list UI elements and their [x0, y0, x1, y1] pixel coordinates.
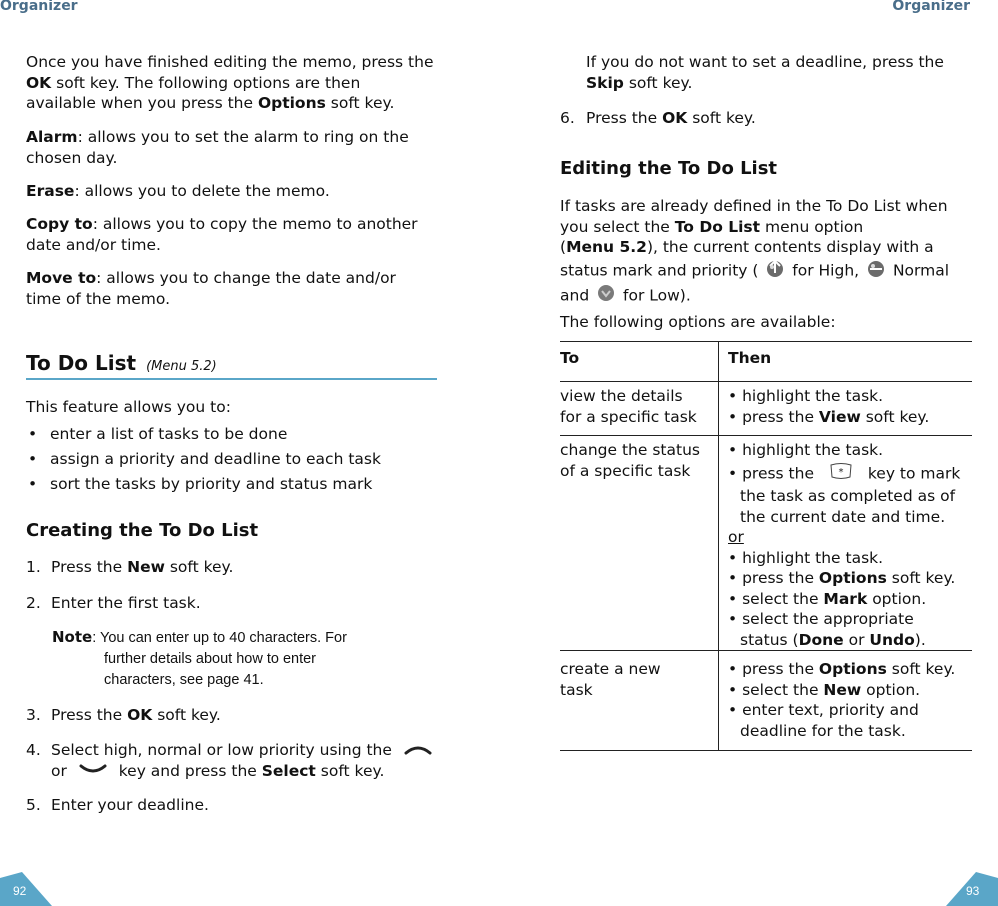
cell-text: task [560, 680, 593, 699]
moveto-desc: time of the memo. [26, 289, 171, 308]
alarm-desc: chosen day. [26, 148, 118, 167]
note-text: : You can enter up to 40 characters. For [92, 630, 347, 646]
editing-text: Normal [888, 260, 950, 279]
view-term: View [818, 407, 861, 426]
options-term: Options [818, 569, 887, 587]
cell-text: • press the [728, 569, 819, 587]
section-title [26, 351, 217, 375]
table-rule [560, 650, 972, 651]
left-page-number: 92 [13, 884, 27, 898]
editing-text: menu option [760, 217, 864, 236]
cell-text: deadline for the task. [740, 721, 906, 740]
options-term: Options [818, 660, 887, 678]
high-priority-icon [763, 258, 787, 284]
step-text: soft key. [687, 109, 756, 127]
cell-text: the current date and time. [740, 507, 946, 526]
right-running-header: Organizer [892, 0, 970, 14]
creating-title: Creating the To Do List [26, 520, 259, 541]
bullet-text: enter a list of tasks to be done [50, 425, 288, 443]
svg-text:*: * [838, 466, 844, 478]
cell-text: of a specific task [560, 461, 691, 480]
skip-paragraph [586, 52, 944, 93]
skip-term: Skip [586, 73, 624, 92]
note-text: characters, see page 41. [104, 672, 264, 688]
cell-text: • highlight the task. [728, 441, 884, 459]
cell-text: key to mark [867, 463, 961, 482]
cell-text: status ( [740, 630, 799, 649]
copyto-term: Copy to [26, 215, 93, 233]
note-block [52, 627, 347, 691]
step-number: 2. [26, 594, 41, 612]
table-row-2-to [560, 440, 700, 481]
cell-text: • select the [728, 680, 824, 699]
step-6 [560, 108, 756, 129]
section-menu-ref: (Menu 5.2) [146, 359, 217, 374]
cell-text: change the status [560, 441, 700, 459]
step-5 [26, 795, 209, 816]
right-page-number-tab [946, 872, 998, 906]
note-label: Note [52, 628, 93, 646]
cell-text: the task as completed as of [740, 487, 956, 505]
intro-line: Once you have finished editing the memo, press the [26, 53, 434, 71]
cell-text: soft key. [886, 569, 956, 587]
mark-term: Mark [823, 589, 868, 608]
editing-text: ( [560, 238, 567, 256]
table-row-3-to [560, 659, 661, 700]
editing-text: for High, [787, 260, 865, 279]
section-title-text: To Do List [26, 351, 137, 375]
nav-up-key-icon [403, 740, 433, 761]
new-term: New [127, 558, 165, 576]
cell-text: • enter text, priority and [728, 701, 919, 719]
note-text: further details about how to enter [104, 651, 316, 667]
options-term: Options [257, 94, 326, 112]
or-separator: or [728, 528, 744, 546]
bullet-item [28, 474, 372, 494]
step-number: 4. [26, 741, 41, 759]
moveto-option [26, 268, 396, 309]
bullet-mark: • [28, 475, 38, 493]
cell-text: option. [861, 680, 921, 699]
options-intro: The following options are available: [560, 313, 836, 331]
ok-term: OK [26, 73, 52, 92]
left-running-header: Organizer [0, 0, 78, 14]
step-text: Select high, normal or low priority using the [51, 741, 392, 759]
step-text: soft key. [164, 558, 234, 576]
table-rule [560, 381, 972, 382]
section-rule [26, 378, 437, 380]
cell-text: soft key. [886, 660, 956, 678]
step-text: Enter the first task. [51, 594, 201, 612]
cell-text: • select the [728, 589, 824, 608]
editing-title: Editing the To Do List [560, 158, 778, 179]
table-row-1-to [560, 386, 697, 427]
step-2 [26, 593, 201, 614]
erase-desc: : allows you to delete the memo. [74, 182, 330, 200]
copyto-option [26, 214, 418, 255]
step-number: 3. [26, 706, 41, 724]
bullet-text: assign a priority and deadline to each task [50, 450, 381, 468]
table-column-divider [718, 341, 719, 751]
todo-term: To Do List [674, 217, 761, 236]
skip-text: soft key. [623, 73, 693, 92]
intro-line: soft key. The following options are then [51, 73, 361, 92]
step-text: Press the [51, 706, 128, 724]
cell-text: • press the [728, 463, 814, 482]
low-priority-icon [594, 283, 618, 309]
intro-line: soft key. [325, 94, 395, 112]
erase-option [26, 181, 330, 202]
erase-term: Erase [26, 182, 75, 200]
copyto-desc: : allows you to copy the memo to another [92, 215, 418, 233]
undo-term: Undo [869, 630, 915, 649]
star-key-icon [829, 461, 853, 487]
normal-priority-icon [864, 258, 888, 284]
cell-text: • select the appropriate [728, 610, 914, 628]
cell-text: for a specific task [560, 407, 697, 426]
cell-text: option. [867, 589, 927, 608]
ok-term: OK [662, 109, 688, 127]
step-number: 6. [560, 109, 575, 127]
editing-text: If tasks are already defined in the To Do List when [560, 197, 948, 215]
step-1 [26, 557, 233, 578]
editing-text: for Low). [618, 286, 691, 305]
table-row-3-then [728, 659, 955, 741]
cell-text: soft key. [860, 407, 930, 426]
ok-term: OK [127, 706, 153, 724]
cell-text: view the details [560, 387, 683, 405]
alarm-term: Alarm [26, 128, 78, 146]
cell-text: • press the [728, 660, 819, 678]
step-text: Enter your deadline. [51, 796, 209, 814]
step-text: soft key. [152, 706, 221, 724]
step-number: 5. [26, 796, 41, 814]
step-3 [26, 705, 221, 726]
column-header-then: Then [728, 349, 772, 367]
alarm-option [26, 127, 409, 168]
table-rule [560, 435, 972, 436]
table-rule [560, 341, 972, 342]
editing-text: and [560, 286, 595, 305]
step-4 [26, 740, 433, 782]
cell-text: or [843, 630, 870, 649]
copyto-desc: date and/or time. [26, 235, 161, 254]
left-page-number-tab [0, 872, 52, 906]
cell-text: • press the [728, 407, 819, 426]
feature-intro: This feature allows you to: [26, 398, 231, 416]
moveto-term: Move to [26, 269, 97, 287]
editing-paragraph [560, 196, 949, 309]
done-term: Done [798, 630, 844, 649]
bullet-item [28, 424, 287, 444]
editing-text: you select the [560, 217, 675, 236]
table-rule [560, 750, 972, 751]
step-text: Press the [586, 109, 663, 127]
select-term: Select [261, 761, 316, 780]
menu-term: Menu 5.2 [566, 238, 647, 256]
bullet-item [28, 449, 381, 469]
bullet-mark: • [28, 450, 38, 468]
nav-down-key-icon [78, 761, 108, 782]
bullet-text: sort the tasks by priority and status mark [50, 475, 373, 493]
table-row-1-then [728, 386, 929, 427]
moveto-desc: : allows you to change the date and/or [96, 269, 396, 287]
alarm-desc: : allows you to set the alarm to ring on the [77, 128, 409, 146]
bullet-mark: • [28, 425, 38, 443]
cell-text: • highlight the task. [728, 548, 884, 567]
skip-text: If you do not want to set a deadline, press the [586, 53, 944, 71]
step-text: Press the [51, 558, 128, 576]
intro-line: available when you press the [26, 94, 258, 112]
new-term: New [823, 680, 862, 699]
cell-text: create a new [560, 660, 661, 678]
step-text: or [51, 761, 67, 780]
step-text: key and press the [118, 761, 262, 780]
step-text: soft key. [315, 761, 385, 780]
editing-text: ), the current contents display with a [646, 238, 934, 256]
cell-text: • highlight the task. [728, 387, 884, 405]
right-page-number: 93 [966, 884, 980, 898]
table-row-2-then [728, 440, 960, 650]
editing-text: status mark and priority ( [560, 260, 759, 279]
cell-text: ). [914, 630, 926, 649]
step-number: 1. [26, 558, 41, 576]
intro-paragraph [26, 52, 433, 114]
column-header-to: To [560, 349, 580, 367]
